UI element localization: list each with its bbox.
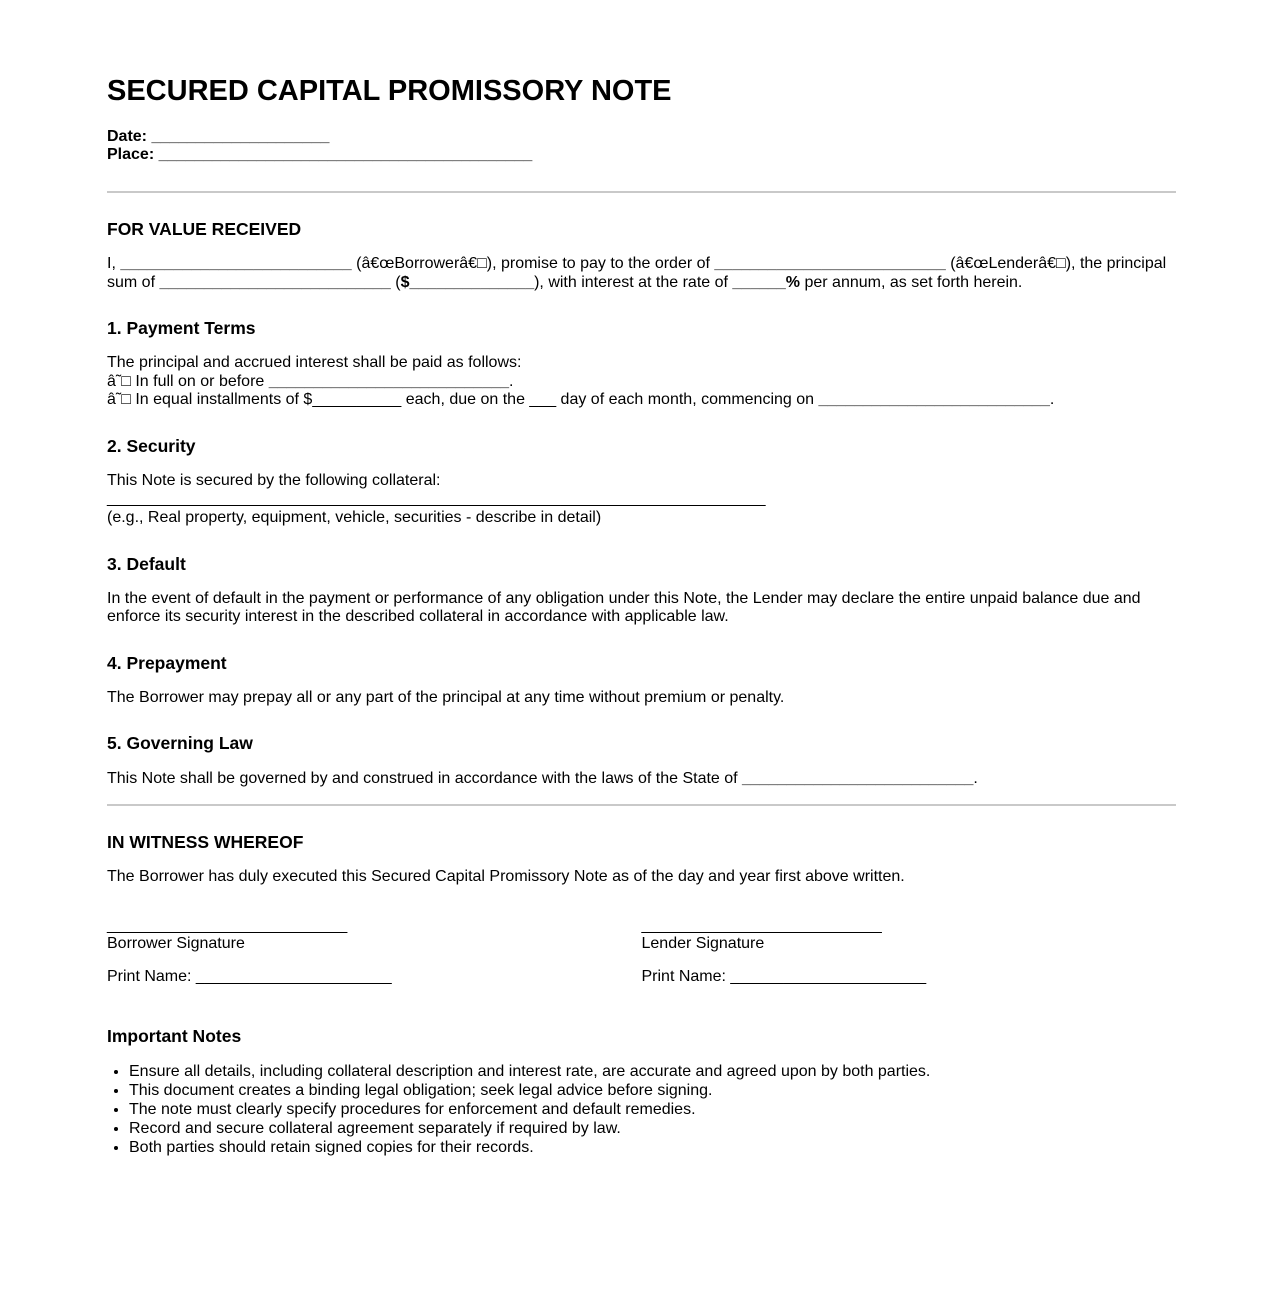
borrower-print-name <box>107 968 642 987</box>
lender-signature-label: Lender Signature <box>641 935 765 953</box>
borrower-signature-line: ___________________________ <box>107 916 348 934</box>
divider-top <box>107 191 1176 193</box>
borrower-signature-label: Borrower Signature <box>107 935 245 953</box>
default-paragraph: In the event of default in the payment or performance of any obligation under this Note, the Lender may declare the entire unpaid balance due and enforce its security interest in the described collateral in accordance with applicable law. <box>107 589 1141 626</box>
governing-law-paragraph: This Note shall be governed by and construed in accordance with the laws of the State of __________________________. <box>107 769 978 787</box>
prepayment-paragraph: The Borrower may prepay all or any part of the principal at any time without premium or penalty. <box>107 688 785 706</box>
date-place-block <box>107 128 1176 165</box>
lender-signature-block <box>642 917 1177 987</box>
note-item: • Ensure all details, including collateral description and interest rate, are accurate and agreed upon by both parties. <box>129 1062 1176 1081</box>
heading-in-witness-whereof: IN WITNESS WHEREOF <box>107 832 304 853</box>
heading-governing-law: 5. Governing Law <box>107 733 253 754</box>
payment-intro-line: The principal and accrued interest shall be paid as follows: <box>107 354 522 372</box>
document-title: SECURED CAPITAL PROMISSORY NOTE <box>107 75 672 107</box>
collateral-hint-line: (e.g., Real property, equipment, vehicle, securities - describe in detail) <box>107 509 602 527</box>
heading-for-value-received: FOR VALUE RECEIVED <box>107 218 302 239</box>
lender-signature-line: ___________________________ <box>641 916 882 934</box>
document-page <box>107 0 1176 1217</box>
payment-option-full-line: â˜□ In full on or before ___________________________. <box>107 372 514 390</box>
heading-prepayment: 4. Prepayment <box>107 652 227 673</box>
lender-print-name-blank: ______________________ <box>730 967 927 985</box>
borrower-print-name-blank: ______________________ <box>195 967 392 985</box>
collateral-blank-line: __________________________________________________________________________ <box>107 490 766 508</box>
lender-print-name-label: Print Name: <box>641 967 731 985</box>
for-value-received-paragraph: I, __________________________ (â€œBorrowerâ€□), promise to pay to the order of __________________________ (â€œLenderâ€□), the principal sum of __________________________ ($______________), with interest at the rate of ______% per annum, as set forth herein. <box>107 254 1167 291</box>
note-item: • Both parties should retain signed copies for their records. <box>129 1138 1176 1157</box>
security-paragraph <box>107 472 1176 528</box>
security-intro-line: This Note is secured by the following collateral: <box>107 471 441 489</box>
payment-option-installments-line: â˜□ In equal installments of $__________ each, due on the ___ day of each month, commencing on __________________________. <box>107 391 1055 409</box>
borrower-signature-block <box>107 917 642 987</box>
note-item: • The note must clearly specify procedures for enforcement and default remedies. <box>129 1100 1176 1119</box>
note-item: • This document creates a binding legal obligation; seek legal advice before signing. <box>129 1081 1176 1100</box>
payment-terms-paragraph <box>107 354 1176 410</box>
divider-bottom <box>107 804 1176 806</box>
date-line: Date: ____________________ <box>107 127 330 145</box>
signature-row <box>107 917 1176 987</box>
note-item: • Record and secure collateral agreement separately if required by law. <box>129 1119 1176 1138</box>
place-line: Place: __________________________________________ <box>107 146 533 164</box>
witness-paragraph: The Borrower has duly executed this Secured Capital Promissory Note as of the day and year first above written. <box>107 868 905 886</box>
borrower-signature-line-group <box>107 917 642 954</box>
important-notes-list <box>107 1062 1176 1157</box>
heading-default: 3. Default <box>107 553 186 574</box>
borrower-print-name-label: Print Name: <box>107 967 196 985</box>
heading-security: 2. Security <box>107 435 196 456</box>
lender-signature-line-group <box>642 917 1177 954</box>
heading-payment-terms: 1. Payment Terms <box>107 318 256 339</box>
heading-important-notes: Important Notes <box>107 1026 242 1047</box>
lender-print-name <box>642 968 1177 987</box>
